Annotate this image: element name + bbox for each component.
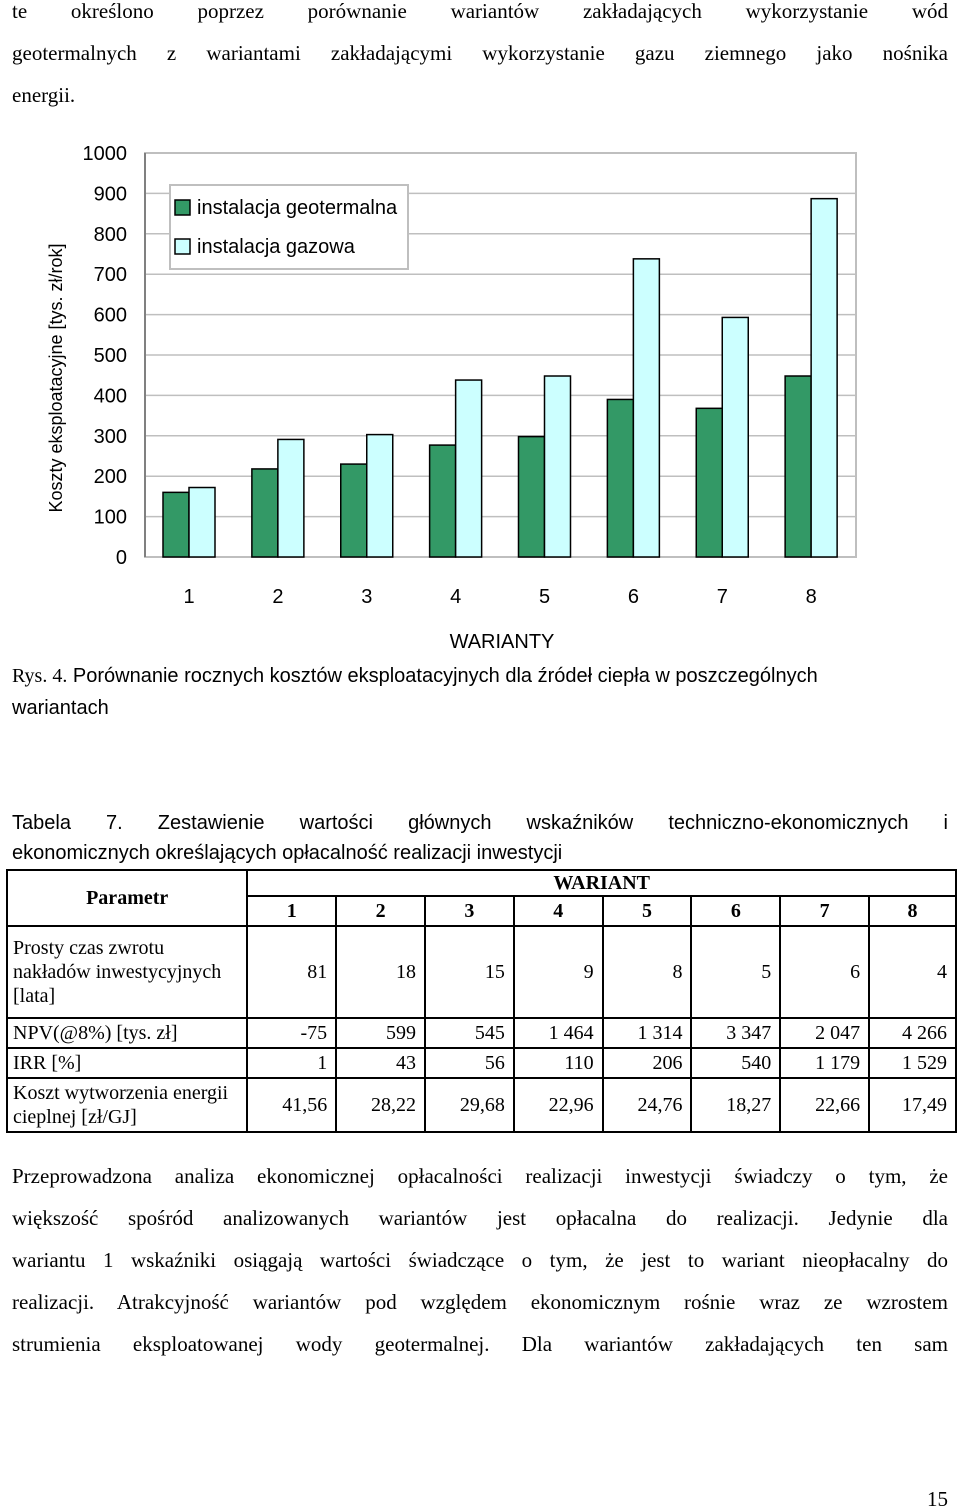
value-cell: 81 (247, 926, 336, 1018)
value-cell: 41,56 (247, 1078, 336, 1132)
body-line: większość spośród analizowanych wariantów jest opłacalna do realizacji. Jedynie dla (12, 1206, 948, 1230)
bar-gas (456, 380, 482, 557)
param-header: Parametr (7, 870, 247, 926)
value-cell: 43 (336, 1048, 425, 1078)
legend-swatch-geothermal (175, 200, 190, 215)
variant-header-cell: 2 (336, 896, 425, 926)
body-paragraph (12, 1155, 948, 1365)
x-tick-labels (183, 586, 816, 608)
variant-header-cell: 8 (869, 896, 956, 926)
x-tick-label: 6 (627, 586, 639, 608)
chart-legend (170, 185, 408, 269)
page-number: 15 (927, 1487, 948, 1511)
variant-header-cell: 6 (691, 896, 780, 926)
table-body (7, 926, 956, 1132)
figure-caption (12, 660, 948, 724)
bar-gas (722, 317, 748, 557)
caption-text-cont: wariantach (12, 697, 109, 719)
bar-geothermal (696, 408, 722, 557)
value-cell: 28,22 (336, 1078, 425, 1132)
y-tick-label: 800 (93, 223, 127, 246)
y-tick-label: 600 (93, 304, 127, 327)
variant-header-cell: 5 (603, 896, 692, 926)
wariant-header: WARIANT (247, 870, 956, 896)
y-axis-label: Koszty eksploatacyjne [tys. zł/rok] (46, 243, 66, 513)
value-cell: -75 (247, 1018, 336, 1048)
value-cell: 4 (869, 926, 956, 1018)
bar-geothermal (430, 445, 456, 557)
variant-header-cell: 3 (425, 896, 514, 926)
x-tick-label: 4 (450, 586, 462, 608)
indicators-table (6, 869, 957, 1133)
value-cell: 24,76 (603, 1078, 692, 1132)
value-cell: 110 (514, 1048, 603, 1078)
x-axis-label: WARIANTY (449, 631, 555, 650)
value-cell: 18,27 (691, 1078, 780, 1132)
param-cell: IRR [%] (7, 1048, 247, 1078)
value-cell: 2 047 (780, 1018, 869, 1048)
y-tick-label: 300 (93, 425, 127, 448)
value-cell: 22,66 (780, 1078, 869, 1132)
value-cell: 8 (603, 926, 692, 1018)
value-cell: 5 (691, 926, 780, 1018)
variant-header-cell: 4 (514, 896, 603, 926)
bar-gas (189, 488, 215, 557)
value-cell: 17,49 (869, 1078, 956, 1132)
bar-geothermal (341, 464, 367, 557)
table-title-line: Tabela 7. Zestawienie wartości głównych wskaźników techniczno-ekonomicznych i (12, 812, 948, 834)
table-row (7, 1018, 956, 1048)
value-cell: 15 (425, 926, 514, 1018)
bar-geothermal (252, 469, 278, 557)
table-title (12, 808, 948, 868)
value-cell: 22,96 (514, 1078, 603, 1132)
value-cell: 9 (514, 926, 603, 1018)
y-tick-label: 700 (93, 264, 127, 287)
value-cell: 1 464 (514, 1018, 603, 1048)
value-cell: 545 (425, 1018, 514, 1048)
value-cell: 56 (425, 1048, 514, 1078)
value-cell: 540 (691, 1048, 780, 1078)
bar-gas (633, 259, 659, 557)
value-cell: 1 529 (869, 1048, 956, 1078)
bar-gas (278, 439, 304, 557)
x-tick-label: 8 (805, 586, 817, 608)
value-cell: 3 347 (691, 1018, 780, 1048)
y-tick-label: 1000 (82, 143, 127, 165)
legend-label-geothermal: instalacja geotermalna (197, 197, 398, 219)
table-row (7, 926, 956, 1018)
x-tick-label: 7 (716, 586, 728, 608)
table-title-line: ekonomicznych określających opłacalność realizacji inwestycji (12, 842, 563, 864)
value-cell: 599 (336, 1018, 425, 1048)
body-line: strumienia eksploatowanej wody geotermalnej. Dla wariantów zakładających ten sam (12, 1332, 948, 1356)
body-line: Przeprowadzona analiza ekonomicznej opłacalności realizacji inwestycji świadczy o tym, że (12, 1164, 948, 1188)
intro-paragraph (12, 0, 948, 116)
caption-prefix: Rys. 4. (12, 665, 68, 687)
bar-gas (367, 435, 393, 557)
value-cell: 18 (336, 926, 425, 1018)
bar-chart (0, 130, 960, 650)
bar-gas (545, 376, 571, 557)
x-tick-label: 5 (538, 586, 551, 608)
param-cell: NPV(@8%) [tys. zł] (7, 1018, 247, 1048)
table-row (7, 1048, 956, 1078)
value-cell: 1 179 (780, 1048, 869, 1078)
intro-line: te określono poprzez porównanie wariantów zakładających wykorzystanie wód (12, 0, 948, 23)
y-tick-label: 200 (93, 466, 127, 489)
variant-header-cell: 1 (247, 896, 336, 926)
body-line: wariantu 1 wskaźniki osiągają wartości świadczące o tym, że jest to wariant nieopłacalny do (12, 1248, 948, 1272)
y-tick-label: 500 (93, 345, 127, 367)
value-cell: 206 (603, 1048, 692, 1078)
y-tick-label: 100 (93, 506, 127, 529)
y-tick-labels (83, 143, 128, 569)
variant-header-cell: 7 (780, 896, 869, 926)
value-cell: 4 266 (869, 1018, 956, 1048)
bar-geothermal (519, 437, 545, 557)
y-tick-label: 0 (115, 547, 127, 569)
legend-label-gas: instalacja gazowa (197, 236, 355, 258)
table-row (7, 1078, 956, 1132)
bar-geothermal (607, 399, 633, 557)
x-tick-label: 1 (183, 586, 195, 608)
caption-text: Porównanie rocznych kosztów eksploatacyjnych dla źródeł ciepła w poszczególnych (72, 665, 818, 687)
value-cell: 6 (780, 926, 869, 1018)
value-cell: 1 314 (603, 1018, 692, 1048)
value-cell: 29,68 (425, 1078, 514, 1132)
legend-swatch-gas (175, 239, 190, 254)
x-tick-label: 3 (361, 586, 373, 608)
body-line: realizacji. Atrakcyjność wariantów pod względem ekonomicznym rośnie wraz ze wzrostem (12, 1290, 948, 1314)
bar-geothermal (163, 492, 189, 557)
bar-gas (811, 199, 837, 557)
x-tick-label: 2 (272, 586, 284, 608)
param-cell: Prosty czas zwrotu nakładów inwestycyjnych [lata] (7, 926, 247, 1018)
bar-geothermal (785, 376, 811, 557)
intro-line: geotermalnych z wariantami zakładającymi wykorzystanie gazu ziemnego jako nośnika (12, 41, 948, 65)
y-tick-label: 900 (93, 183, 127, 206)
param-cell: Koszt wytworzenia energii cieplnej [zł/GJ] (7, 1078, 247, 1132)
value-cell: 1 (247, 1048, 336, 1078)
intro-line: energii. (12, 83, 76, 107)
y-tick-label: 400 (93, 385, 127, 408)
